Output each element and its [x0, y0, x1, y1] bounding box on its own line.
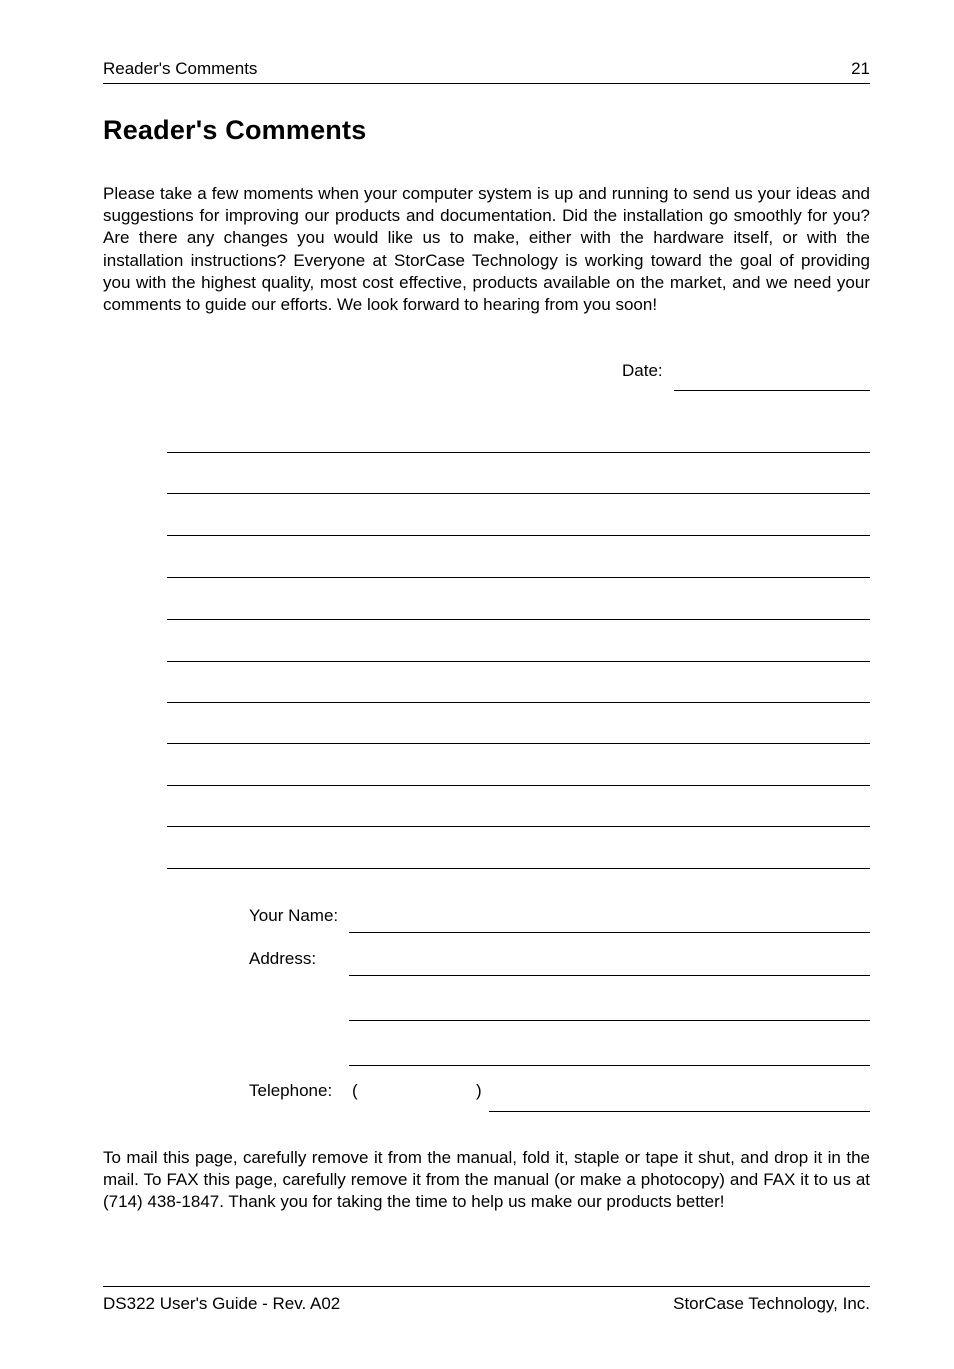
date-label: Date:	[622, 361, 663, 380]
comment-line[interactable]	[167, 619, 870, 620]
mail-instructions-paragraph: To mail this page, carefully remove it from the manual, fold it, staple or tape it shut, and drop it in the mail. To FAX this page, carefully remove it from the manual (or make a photocopy) and FAX it to us at (714) 438-1847. Thank you for taking the time to help us make our products better!	[103, 1148, 870, 1212]
address-field-line-2[interactable]	[349, 1020, 870, 1021]
comment-line[interactable]	[167, 661, 870, 662]
address-field-line-3[interactable]	[349, 1065, 870, 1066]
telephone-field[interactable]	[489, 1111, 870, 1112]
footer-rule	[103, 1286, 870, 1287]
intro-paragraph: Please take a few moments when your computer system is up and running to send us your ideas and suggestions for improving our products and documentation. Did the installation go smoothly for you? Are there any changes you would like us to make, either with the hardware itself, or with the installation instructions? Everyone at StorCase Technology is working toward the goal of providing you with the highest quality, most cost effective, products available on the market, and we need your comments to guide our efforts. We look forward to hearing from you soon!	[103, 184, 870, 315]
date-field[interactable]	[674, 390, 870, 391]
comment-line[interactable]	[167, 702, 870, 703]
comment-line[interactable]	[167, 493, 870, 494]
address-label: Address:	[249, 949, 317, 968]
comment-line[interactable]	[167, 452, 870, 453]
area-code-open-paren: (	[352, 1081, 358, 1100]
comment-line[interactable]	[167, 743, 870, 744]
address-field-line-1[interactable]	[349, 975, 870, 976]
comment-line[interactable]	[167, 535, 870, 536]
area-code-close-paren: )	[476, 1081, 482, 1100]
page-title: Reader's Comments	[103, 115, 367, 145]
header-page-number: 21	[851, 59, 870, 78]
comment-line[interactable]	[167, 826, 870, 827]
header-section-title: Reader's Comments	[103, 59, 258, 78]
header-rule	[103, 83, 870, 84]
comment-line[interactable]	[167, 785, 870, 786]
comment-line[interactable]	[167, 868, 870, 869]
footer-document-title: DS322 User's Guide - Rev. A02	[103, 1294, 341, 1313]
your-name-label: Your Name:	[249, 906, 339, 925]
your-name-field[interactable]	[349, 932, 870, 933]
footer-company-name: StorCase Technology, Inc.	[673, 1294, 870, 1313]
telephone-label: Telephone:	[249, 1081, 333, 1100]
comment-line[interactable]	[167, 577, 870, 578]
